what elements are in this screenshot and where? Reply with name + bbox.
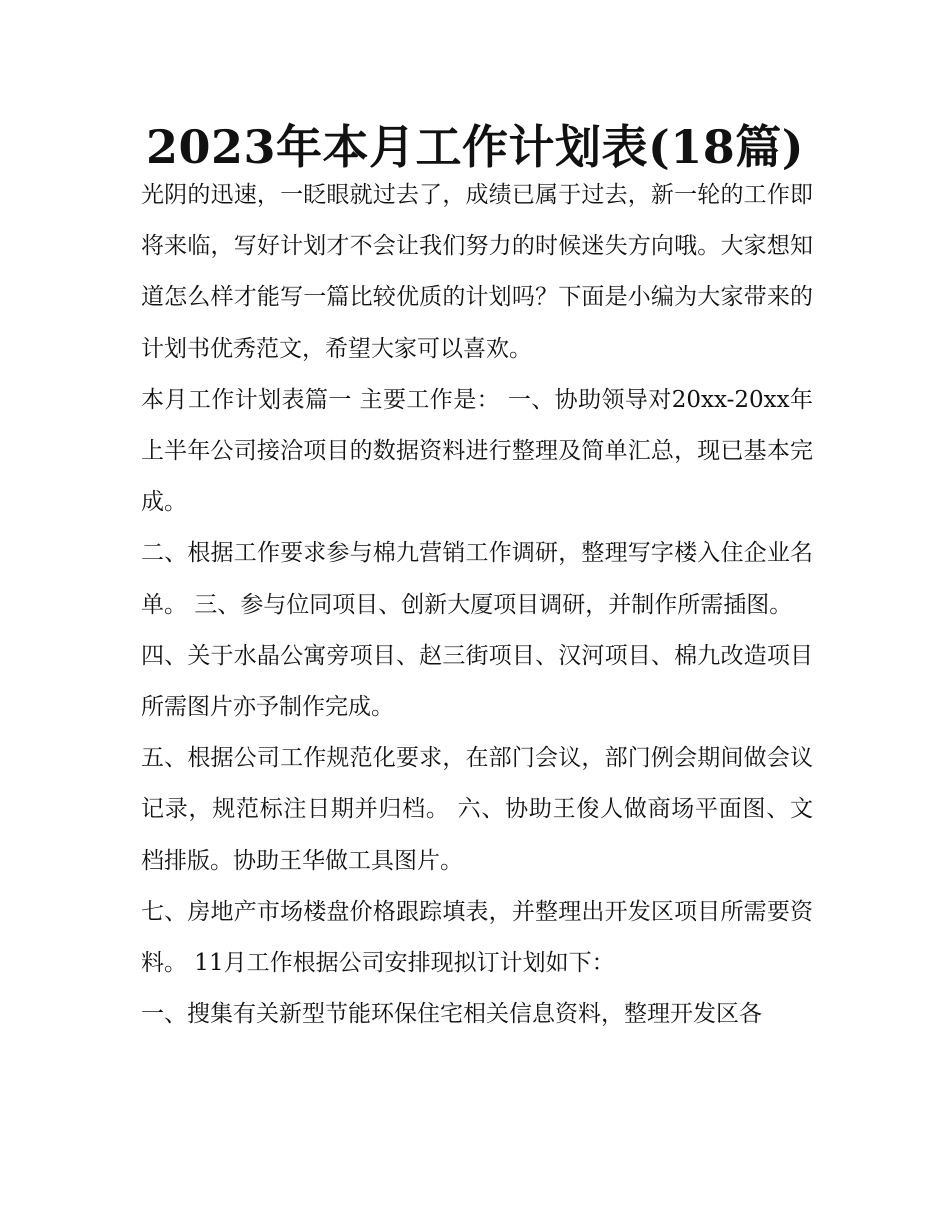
paragraph-item-4: 四、关于水晶公寓旁项目、赵三街项目、汉河项目、棉九改造项目所需图片亦予制作完成。	[141, 642, 813, 721]
paragraph-intro: 光阴的迅速，一眨眼就过去了，成绩已属于过去，新一轮的工作即将来临，写好计划才不会让我们努力的时候迷失方向哦。大家想知道怎么样才能写一篇比较优质的计划吗？下面是小编为大家带来的计划书优秀范文，希望大家可以喜欢。	[141, 182, 813, 362]
paragraph-next-plan-1: 一、搜集有关新型节能环保住宅相关信息资料，整理开发区各	[141, 1001, 762, 1028]
document-title: 2023年本月工作计划表(18篇)	[145, 120, 805, 174]
paragraph-item-5-6: 五、根据公司工作规范化要求，在部门会议，部门例会期间做会议记录，规范标注日期并归档。 六、协助王俊人做商场平面图、文档排版。协助王华做工具图片。	[141, 745, 813, 874]
paragraph-plan-1: 本月工作计划表篇一 主要工作是： 一、协助领导对20xx-20xx年上半年公司接洽项目的数据资料进行整理及简单汇总，现已基本完成。	[141, 386, 813, 516]
paragraph-item-7: 七、房地产市场楼盘价格跟踪填表，并整理出开发区项目所需要资料。 11月工作根据公司安排现拟订计划如下：	[141, 898, 813, 977]
paragraph-item-2-3: 二、根据工作要求参与棉九营销工作调研，整理写字楼入住企业名单。 三、参与位同项目、创新大厦项目调研，并制作所需插图。	[141, 540, 813, 618]
document-body	[141, 170, 813, 1040]
